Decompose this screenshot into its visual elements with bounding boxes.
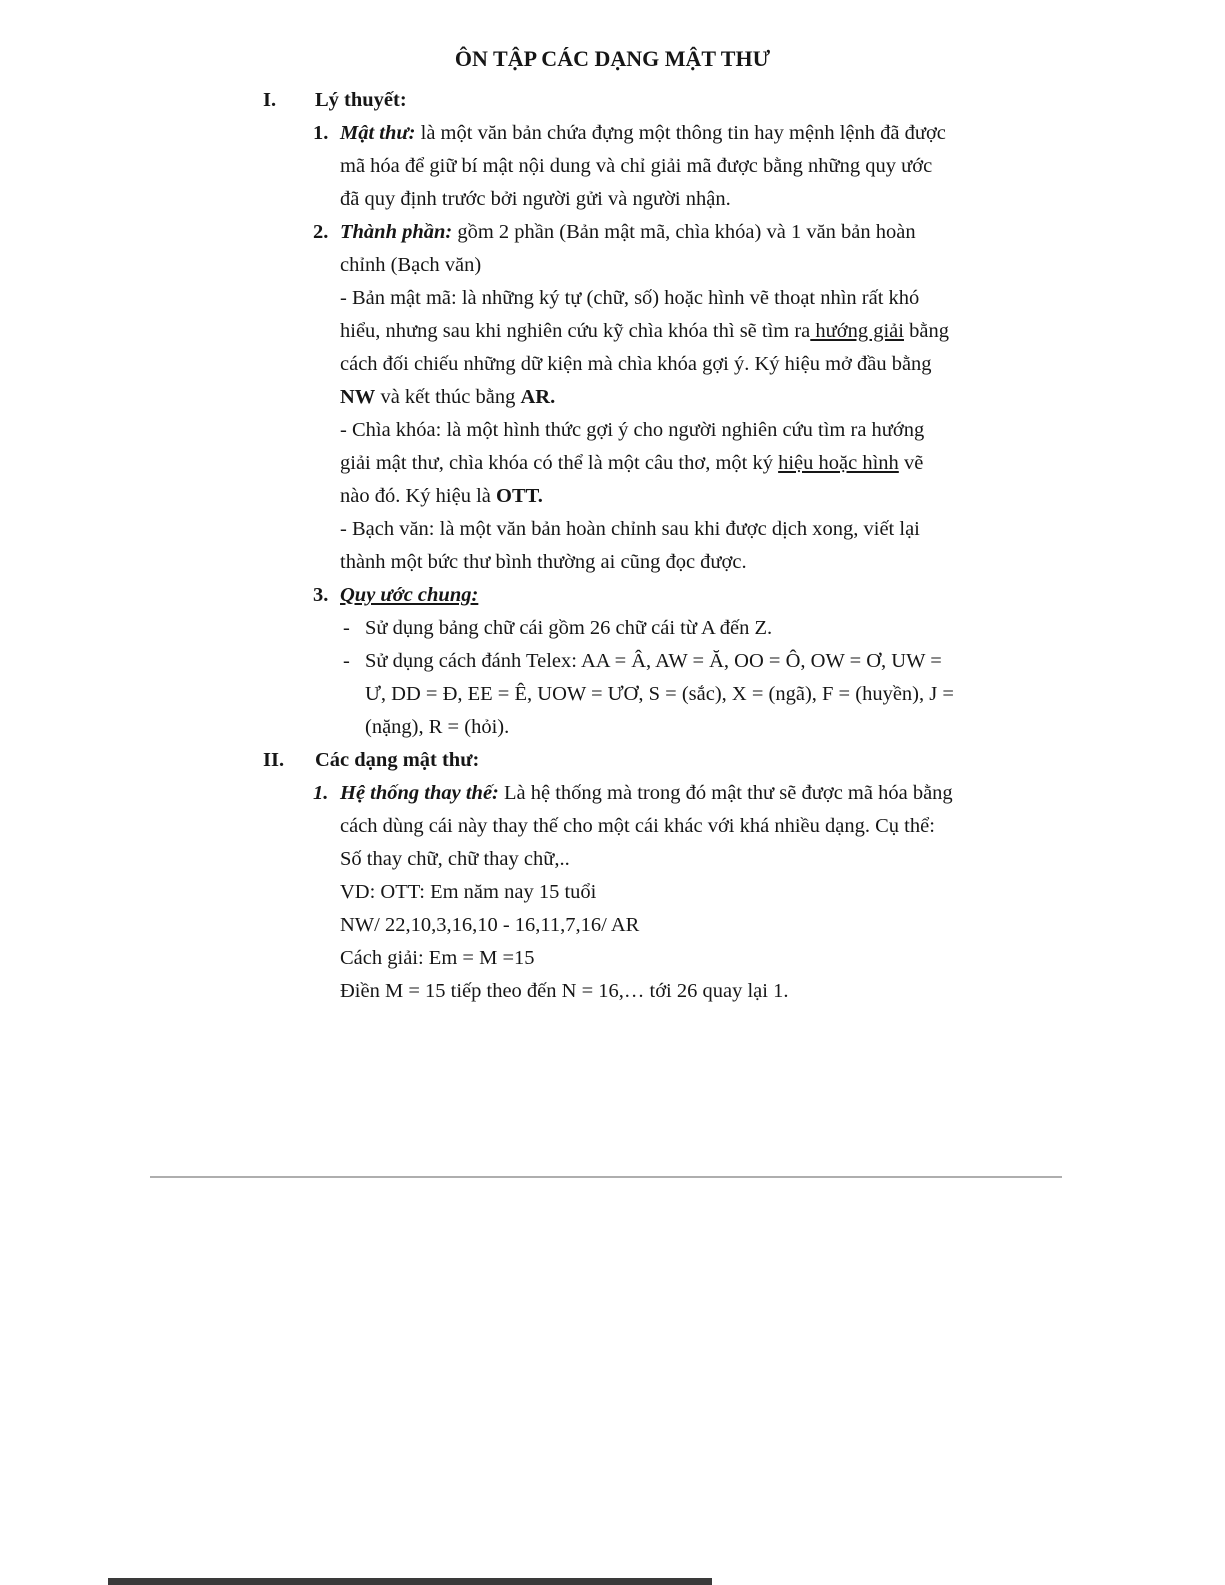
section-heading-text: Lý thuyết:	[315, 89, 407, 111]
text-run: - Bản mật mã: là những ký tự (chữ, số) hoặc hình vẽ thoạt nhìn rất khó hiểu, nhưng sau khi nghiên cứu kỹ chìa khóa thì sẽ tìm ra	[340, 287, 920, 342]
item-number: 3.	[313, 584, 329, 606]
section-numeral: I.	[263, 89, 277, 111]
list-item	[313, 777, 1225, 1008]
text-run: OTT.	[496, 485, 543, 507]
document-body	[0, 84, 1225, 1008]
text-run: Mật thư:	[340, 122, 416, 144]
paragraph	[340, 876, 954, 909]
item-number: 1.	[313, 122, 329, 144]
paragraph	[340, 282, 954, 414]
bullet-marker: -	[343, 650, 350, 672]
list-item	[313, 579, 1225, 744]
text-run: Quy ước chung:	[340, 584, 479, 606]
page-bottom-artifact	[108, 1578, 712, 1585]
bullet-text	[365, 612, 954, 645]
section-heading	[263, 84, 1225, 117]
bullet-marker: -	[343, 617, 350, 639]
text-run: vẽ nào đó. Ký hiệu là	[340, 452, 924, 507]
text-run: VD: OTT: Em năm nay 15 tuổi	[340, 881, 597, 903]
text-run: Là hệ thống mà trong đó mật thư sẽ được mã hóa bằng cách dùng cái này thay thế cho một cái khác với khá nhiều dạng. Cụ thể: Số thay chữ, chữ thay chữ,..	[340, 782, 953, 870]
paragraph	[340, 777, 954, 876]
section-heading	[263, 744, 1225, 777]
text-run: NW/ 22,10,3,16,10 - 16,11,7,16/ AR	[340, 914, 640, 936]
horizontal-divider	[150, 1176, 1062, 1178]
text-run: Sử dụng bảng chữ cái gồm 26 chữ cái từ A đến Z.	[365, 617, 773, 639]
text-run: Điền M = 15 tiếp theo đến N = 16,… tới 26 quay lại 1.	[340, 980, 789, 1002]
text-run: AR.	[520, 386, 556, 408]
text-run: NW	[340, 386, 376, 408]
section-numeral: II.	[263, 749, 285, 771]
paragraph	[340, 975, 954, 1008]
text-run: gồm 2 phần (Bản mật mã, chìa khóa) và 1 văn bản hoàn chỉnh (Bạch văn)	[340, 221, 916, 276]
bullet-item	[340, 612, 954, 645]
paragraph	[340, 117, 954, 216]
paragraph	[340, 216, 954, 282]
section-heading-text: Các dạng mật thư:	[315, 749, 480, 771]
list-item	[313, 117, 1225, 216]
text-run: Sử dụng cách đánh Telex: AA = Â, AW = Ă, OO = Ô, OW = Ơ, UW = Ư, DD = Đ, EE = Ê, UOW = ƯƠ, S = (sắc), X = (ngã), F = (huyền), J = (nặng), R = (hỏi).	[365, 650, 954, 738]
text-run: hiệu hoặc hình	[778, 452, 899, 474]
paragraph	[340, 579, 954, 612]
item-body	[340, 579, 954, 744]
item-number: 2.	[313, 221, 329, 243]
paragraph	[340, 414, 954, 513]
list-item	[313, 216, 1225, 579]
text-run: hướng giải	[810, 320, 904, 342]
item-body	[340, 117, 954, 216]
text-run: bằng cách đối chiếu những dữ kiện mà chìa khóa gợi ý. Ký hiệu mở đầu bằng	[340, 320, 949, 375]
item-body	[340, 777, 954, 1008]
document-title: ÔN TẬP CÁC DẠNG MẬT THƯ	[454, 46, 771, 71]
item-body	[340, 216, 954, 579]
text-run: - Bạch văn: là một văn bản hoàn chỉnh sau khi được dịch xong, viết lại thành một bức thư bình thường ai cũng đọc được.	[340, 518, 920, 573]
text-run: Thành phần:	[340, 221, 453, 243]
text-run: là một văn bản chứa đựng một thông tin hay mệnh lệnh đã được mã hóa để giữ bí mật nội dung và chỉ giải mã được bằng những quy ước đã quy định trước bởi người gửi và người nhận.	[340, 122, 946, 210]
bullet-item	[340, 645, 954, 744]
paragraph	[340, 513, 954, 579]
item-number: 1.	[313, 782, 329, 804]
text-run: Cách giải: Em = M =15	[340, 947, 535, 969]
paragraph	[340, 942, 954, 975]
bullet-text	[365, 645, 954, 744]
text-run: - Chìa khóa: là một hình thức gợi ý cho người nghiên cứu tìm ra hướng giải mật thư, chìa khóa có thể là một câu thơ, một ký	[340, 419, 925, 474]
text-run: và kết thúc bằng	[375, 386, 521, 408]
paragraph	[340, 909, 954, 942]
text-run: Hệ thống thay thế:	[340, 782, 499, 804]
